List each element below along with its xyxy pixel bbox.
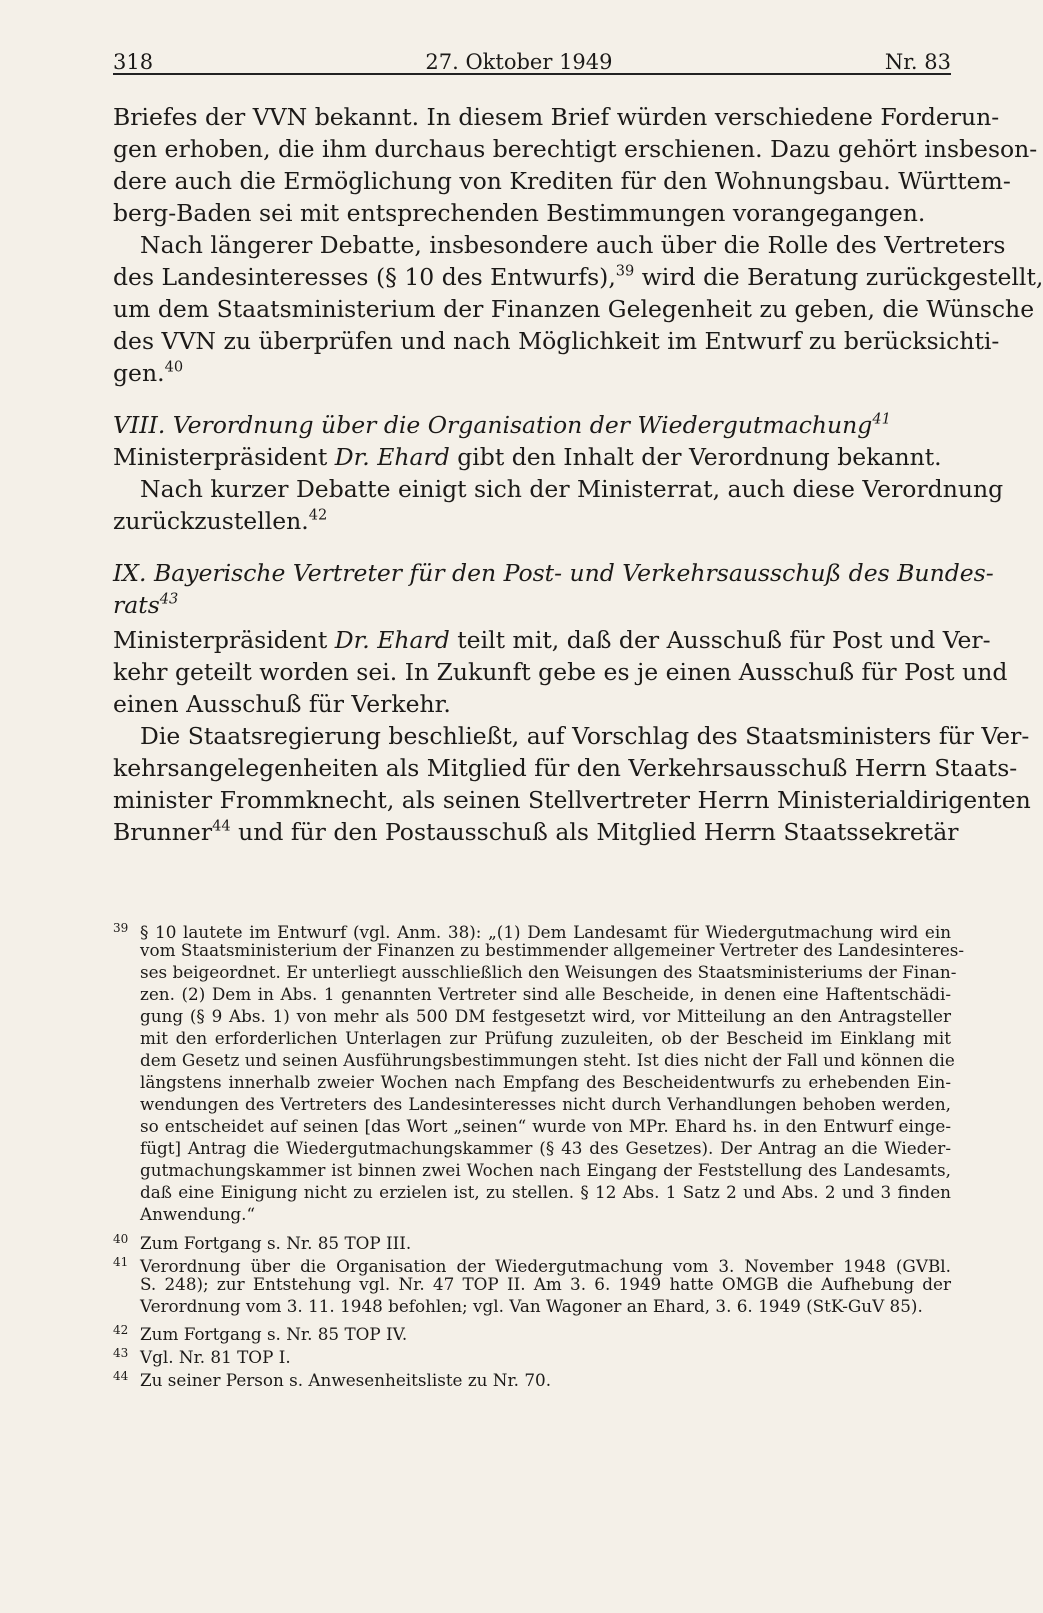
footnote-line: mit den erforderlichen Unterlagen zur Prüfung zuzuleiten, ob der Bescheid im Einklang mit [140, 1028, 951, 1048]
text-line: des VVN zu überprüfen und nach Möglichkeit im Entwurf zu berücksichti- [113, 327, 1000, 355]
text-line: Nach längerer Debatte, insbesondere auch über die Rolle des Vertreters [140, 231, 1006, 259]
footnote-number: 41 [113, 1255, 129, 1269]
footnote-line: zen. (2) Dem in Abs. 1 genannten Vertreter sind alle Bescheide, in denen eine Haftentschädi- [140, 984, 951, 1004]
footnote-line: Verordnung vom 3. 11. 1948 befohlen; vgl. Van Wagoner an Ehard, 3. 6. 1949 (StK-GuV 85). [140, 1296, 923, 1316]
footnote-line: gung (§ 9 Abs. 1) von mehr als 500 DM festgesetzt wird, vor Mitteilung an den Antragsteller [140, 1006, 951, 1026]
footnote-line: vom Staatsministerium der Finanzen zu bestimmender allgemeiner Vertreter des Landesinteres- [140, 940, 965, 960]
footnote-ref: 39 [615, 262, 635, 280]
text-line: Briefes der VVN bekannt. In diesem Brief würden verschiedene Forderun- [113, 103, 1000, 131]
header-rule [113, 73, 951, 75]
section-heading-viii: VIII. Verordnung über die Organisation der Wiedergutmachung$^{41}$ [113, 410, 891, 439]
footnote-line: längstens innerhalb zweier Wochen nach Empfang des Bescheidentwurfs zu erhebenden Ein- [140, 1072, 951, 1092]
footnote-number: 39 [113, 921, 129, 935]
footnote-42: 42 Zum Fortgang s. Nr. 85 TOP IV. [113, 1320, 951, 1346]
text-line: minister Frommknecht, als seinen Stellvertreter Herrn Ministerialdirigenten [113, 786, 1031, 814]
footnote-44: 44 Zu seiner Person s. Anwesenheitsliste zu Nr. 70. [113, 1366, 951, 1392]
footnote-line: S. 248); zur Entstehung vgl. Nr. 47 TOP II. Am 3. 6. 1949 hatte OMGB die Aufhebung der [140, 1274, 951, 1294]
footnote-ref: 43 [159, 590, 179, 608]
footnote-40: 40 Zum Fortgang s. Nr. 85 TOP III. [113, 1229, 951, 1255]
section-heading-ix-cont: rats$^{43}$ [113, 590, 179, 619]
text-line: Brunner$^{44}$ und für den Postausschuß als Mitglied Herrn Staatssekretär [113, 817, 959, 846]
footnote-number: 42 [113, 1323, 129, 1337]
text-line: dere auch die Ermöglichung von Krediten für den Wohnungsbau. Württem- [113, 167, 1011, 195]
footnote-line: fügt] Antrag die Wiedergutmachungskammer (§ 43 des Gesetzes). Der Antrag an die Wieder- [140, 1138, 951, 1158]
text-line: kehr geteilt worden sei. In Zukunft gebe es je einen Ausschuß für Post und [113, 658, 1008, 686]
footnote-number: 40 [113, 1232, 129, 1246]
footnote-41: 41 Verordnung über die Organisation der Wiedergutmachung vom 3. November 1948 (GVBl. [113, 1252, 951, 1278]
footnote-line: dem Gesetz und seinen Ausführungsbestimmungen steht. Ist dies nicht der Fall und können die [140, 1050, 955, 1070]
footnote-line: daß eine Einigung nicht zu erzielen ist, zu stellen. § 12 Abs. 1 Satz 2 und Abs. 2 und 3 finden [140, 1182, 951, 1202]
footnote-number: 44 [113, 1369, 129, 1383]
text-line: berg-Baden sei mit entsprechenden Bestimmungen vorangegangen. [113, 199, 926, 227]
footnote-line: Anwendung.“ [140, 1204, 256, 1224]
page-number: 318 [113, 50, 154, 74]
header-doc-number: Nr. 83 [884, 50, 951, 74]
header-date: 27. Oktober 1949 [425, 50, 613, 74]
text-line: Nach kurzer Debatte einigt sich der Ministerrat, auch diese Verordnung [140, 475, 1004, 503]
footnote-ref: 42 [308, 506, 328, 524]
footnote-line: wendungen des Vertreters des Landesinteresses nicht durch Verhandlungen behoben werden, [140, 1094, 951, 1114]
text-line: Die Staatsregierung beschließt, auf Vorschlag des Staatsministers für Ver- [140, 722, 1030, 750]
text-line: des Landesinteresses (§ 10 des Entwurfs),$^{39}$ wird die Beratung zurückgestellt, [113, 262, 1043, 291]
footnote-ref: 40 [164, 358, 184, 376]
text-line: einen Ausschuß für Verkehr. [113, 690, 451, 718]
text-line: gen erhoben, die ihm durchaus berechtigt erschienen. Dazu gehört insbeson- [113, 135, 1038, 163]
text-line: Ministerpräsident Dr. Ehard gibt den Inhalt der Verordnung bekannt. [113, 443, 942, 471]
text-line: Ministerpräsident Dr. Ehard teilt mit, daß der Ausschuß für Post und Ver- [113, 626, 991, 654]
footnote-ref: 44 [212, 817, 231, 835]
footnote-43: 43 Vgl. Nr. 81 TOP I. [113, 1343, 951, 1369]
footnote-number: 43 [113, 1346, 129, 1360]
text-line: um dem Staatsministerium der Finanzen Gelegenheit zu geben, die Wünsche [113, 295, 1035, 323]
footnote-ref: 41 [872, 410, 891, 428]
section-heading-ix: IX. Bayerische Vertreter für den Post- und Verkehrsausschuß des Bundes- [113, 559, 994, 587]
footnote-line: ses beigeordnet. Er unterliegt ausschließlich den Weisungen des Staatsministeriums der Finan- [140, 962, 957, 982]
footnote-line: gutmachungskammer ist binnen zwei Wochen nach Eingang der Feststellung des Landesamts, [140, 1160, 951, 1180]
running-header [113, 40, 951, 74]
footnote-line: so entscheidet auf seinen [das Wort „seinen“ wurde von MPr. Ehard hs. in den Entwurf einge- [140, 1116, 951, 1136]
text-line: zurückzustellen.$^{42}$ [113, 506, 328, 535]
text-line: kehrsangelegenheiten als Mitglied für den Verkehrsausschuß Herrn Staats- [113, 754, 1018, 782]
text-line: gen.$^{40}$ [113, 358, 184, 387]
footnote-39: 39 § 10 lautete im Entwurf (vgl. Anm. 38): „(1) Dem Landesamt für Wiedergutmachung wird ein [113, 918, 951, 944]
